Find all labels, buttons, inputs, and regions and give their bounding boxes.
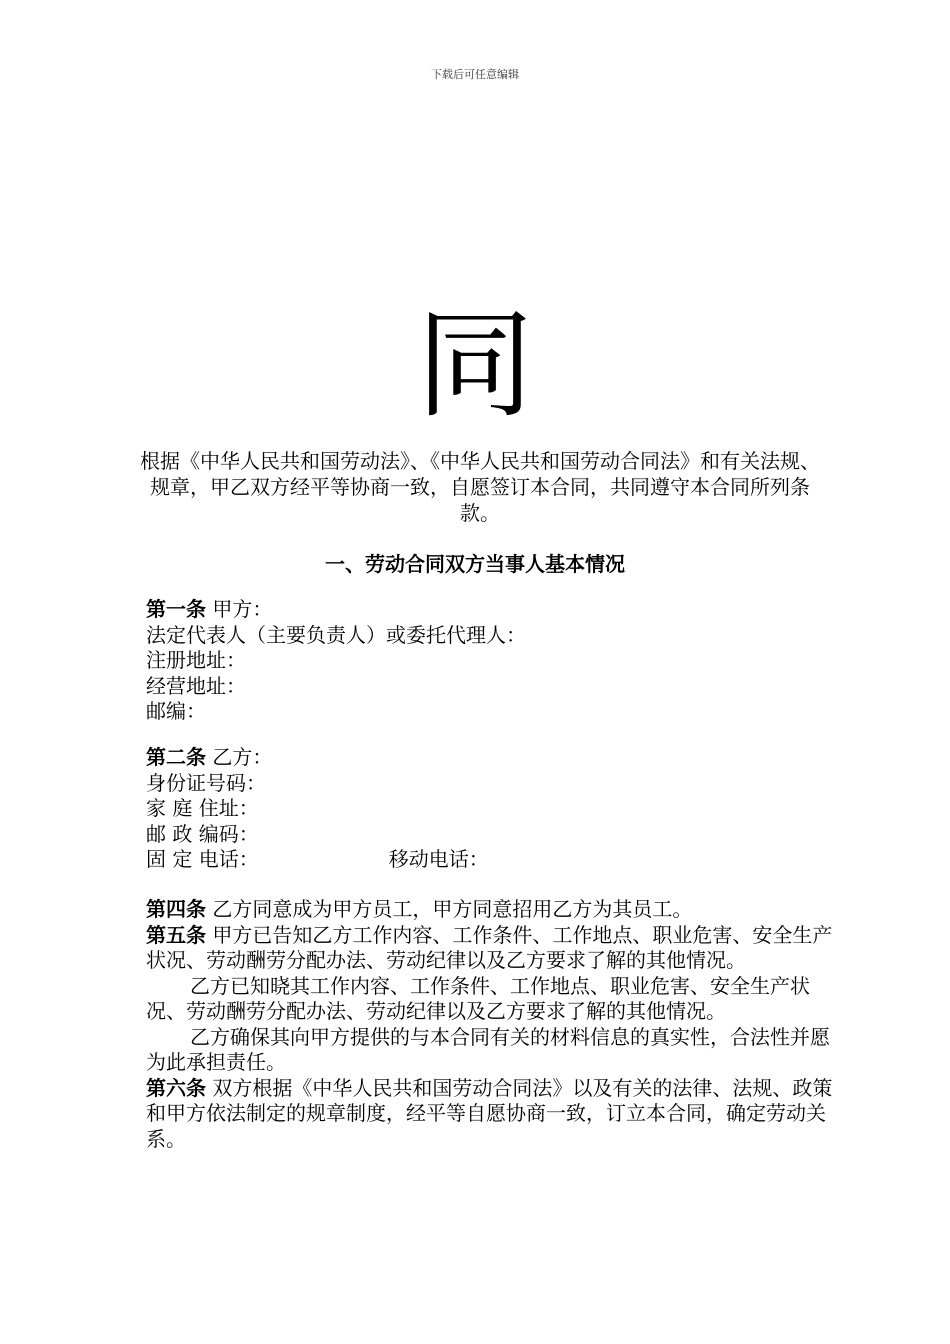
article-5: [146, 923, 836, 974]
landline-field: 固 定 电话：: [146, 847, 259, 871]
article-5-paragraph-3: 乙方确保其向甲方提供的与本合同有关的材料信息的真实性，合法性并愿为此承担责任。: [146, 1024, 830, 1074]
article-4-label: 第四条: [146, 897, 206, 921]
business-address-field: 经营地址：: [146, 673, 246, 698]
article-4: [146, 897, 836, 923]
article-2: [146, 745, 836, 873]
article-5-paragraph-2: 乙方已知晓其工作内容、工作条件、工作地点、职业危害、安全生产状况、劳动酬劳分配办法、劳动纪律以及乙方要求了解的其他情况。: [146, 973, 810, 1023]
legal-representative-field: 法定代表人（主要负责人）或委托代理人：: [146, 622, 526, 647]
home-address-field: 家 庭 住址：: [146, 796, 259, 820]
article-4-text: 乙方同意成为甲方员工，甲方同意招用乙方为其员工。: [212, 897, 693, 921]
article-5-label: 第五条: [146, 922, 206, 947]
document-title: 同: [415, 296, 534, 434]
article-5-text: 甲方已告知乙方工作内容、工作条件、工作地点、职业危害、安全生产状况、劳动酬劳分配办法、劳动纪律以及乙方要求了解的其他情况。: [146, 922, 833, 972]
mobile-field: 移动电话：: [388, 847, 489, 871]
article-2-label: 第二条: [146, 745, 206, 769]
section-heading: 一、劳动合同双方当事人基本情况: [325, 552, 625, 576]
postcode-field: 邮编：: [146, 699, 206, 723]
intro-paragraph: 根据《中华人民共和国劳动法》、《中华人民共和国劳动合同法》和有关法规、规章，甲乙双方经平等协商一致，自愿签订本合同，共同遵守本合同所列条款。: [140, 449, 820, 525]
party-a-field: 甲方：: [212, 597, 273, 621]
phone-line: [146, 847, 836, 873]
articles-body: [146, 897, 836, 1152]
postal-code-field: 邮 政 编码：: [146, 821, 259, 846]
article-6-label: 第六条: [146, 1075, 206, 1100]
header-note: 下载后可任意编辑: [431, 68, 519, 81]
article-2-line: [146, 745, 836, 771]
article-1: [146, 597, 836, 725]
article-6-text: 双方根据《中华人民共和国劳动合同法》以及有关的法律、法规、政策和甲方依法制定的规章制度，经平等自愿协商一致，订立本合同，确定劳动关系。: [146, 1075, 833, 1151]
id-number-field: 身份证号码：: [146, 770, 266, 795]
article-6: [146, 1076, 836, 1153]
article-1-line: [146, 597, 836, 623]
party-b-field: 乙方：: [212, 745, 273, 769]
registered-address-field: 注册地址：: [146, 648, 246, 672]
article-1-label: 第一条: [146, 597, 206, 621]
